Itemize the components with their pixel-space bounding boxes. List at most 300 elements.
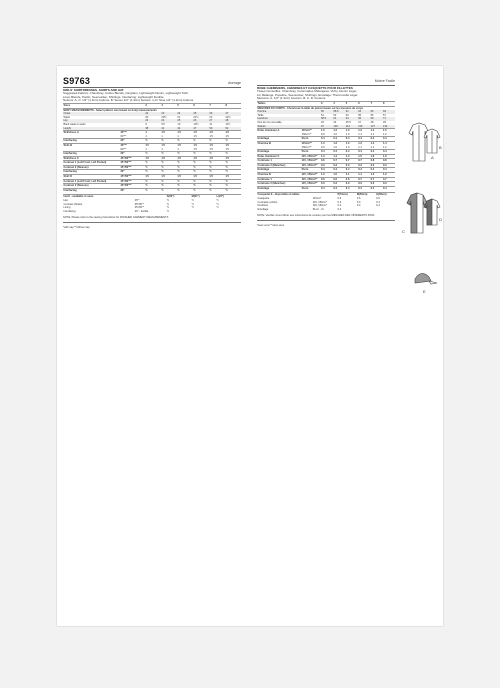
yardage-value: 0.4	[333, 168, 345, 173]
yardage-value: 1½	[177, 143, 193, 147]
yardage-value: ½	[145, 170, 161, 175]
hat-row-value	[216, 210, 241, 214]
fabrics-line-2: Linen Blends, Poplin, Seersucker, Shirtings. Interfacing: Lightweight Fusible.	[63, 94, 165, 99]
size-table	[257, 101, 395, 190]
hat-row-value: 0.4	[376, 200, 380, 204]
yardage-value: 0.4	[358, 137, 370, 142]
yardage-value: 1.4	[345, 154, 357, 159]
yardage-value: ½	[225, 165, 241, 170]
divider	[63, 222, 241, 223]
yardage-value: ½	[177, 179, 193, 184]
hat-row-label: Hat	[63, 199, 68, 203]
yardage-value: ½	[225, 188, 241, 192]
measurement-value: 26	[209, 112, 225, 116]
yardage-value: ½	[193, 152, 209, 157]
measurement-value: 104	[333, 125, 345, 129]
measurement-value: 69	[370, 117, 382, 121]
measurement-value: 28	[225, 119, 241, 123]
view-label-c: C	[402, 229, 405, 234]
yardage-value: ½	[161, 184, 177, 189]
yardage-value: 1½	[161, 143, 177, 147]
yardage-value: 1½	[145, 156, 161, 161]
hat-row-value: ½	[216, 206, 219, 210]
yardage-value: 1½	[209, 131, 225, 135]
yardage-value: 0.3	[333, 182, 345, 187]
measurement-label: Taille	[257, 113, 264, 117]
measurement-value: 24	[177, 112, 193, 116]
yardage-value: 0.4	[370, 137, 382, 142]
measurement-label: Hanches	[257, 117, 301, 121]
hat-row-label: Doublure	[257, 204, 269, 208]
fabric-width: 51cm	[301, 150, 320, 155]
hat-e-sketch	[415, 273, 437, 284]
yardage-value: 1½	[225, 143, 241, 147]
yardage-value: 1	[161, 134, 163, 138]
yardage-value: ½	[177, 188, 193, 192]
view-label: Chemise D	[257, 173, 301, 178]
view-label-b: B	[439, 145, 442, 150]
yardage-value: 0.3	[370, 182, 382, 187]
size-cell: 5	[345, 101, 357, 106]
yardage-value: ½	[177, 165, 193, 170]
yardage-value: 1.0	[345, 145, 350, 149]
yardage-value: 0.4	[370, 168, 382, 173]
yardage-value: 0.7	[383, 177, 395, 182]
yardage-value: 0.3	[358, 182, 370, 187]
measurement-value: 55	[358, 113, 362, 117]
hat-row-width: 45"/60"*	[134, 202, 145, 206]
yardage-value: ½	[193, 165, 209, 170]
yardage-value: ½	[225, 179, 241, 184]
yardage-value: 1.1	[358, 173, 370, 178]
yardage-value: 0.4	[333, 137, 345, 142]
view-illustrations	[401, 121, 441, 311]
yardage-value: ½	[209, 139, 225, 144]
yardage-value: 1½	[193, 175, 209, 180]
measurement-value: 119	[358, 125, 370, 129]
yardage-value: ½	[193, 179, 209, 184]
yardage-value: 1½	[209, 147, 214, 151]
measurement-value: 44	[177, 127, 193, 131]
view-label: Interfacing	[63, 152, 120, 157]
view-label: Robe chemisier C	[257, 154, 301, 159]
measurement-value: 50	[209, 127, 225, 131]
yardage-value: 1½	[145, 143, 161, 147]
yardage-value: 1½	[225, 147, 230, 151]
yardage-value: 0.3	[383, 182, 395, 187]
sizes-label: Tailles	[257, 101, 301, 106]
measurement-value: 66	[370, 110, 382, 114]
yardage-value: ½	[177, 152, 193, 157]
yardage-value: 1½	[161, 156, 177, 161]
hat-row-label: Casquette	[257, 197, 270, 201]
hat-row	[257, 208, 395, 212]
yardage-value: 1.3	[320, 141, 332, 145]
measurement-value: 11	[209, 122, 213, 126]
measurement-value: 52	[225, 127, 241, 131]
yardage-value: ½	[193, 188, 209, 192]
yardage-value: 1½	[161, 131, 177, 135]
yardage-value: 1½	[193, 147, 198, 151]
yardage-value: ½	[209, 161, 225, 166]
hat-row-value: ½	[191, 199, 194, 203]
yardage-value: 0.7	[333, 159, 345, 164]
measurement-value: 71	[383, 117, 395, 121]
yardage-value: 0.3	[320, 182, 332, 187]
fabric-width: 45"/60"**	[120, 161, 145, 166]
measurement-value: 21½	[193, 115, 199, 119]
view-label: Contraste 2 (Manches)	[257, 182, 301, 187]
hat-row-value: ½	[191, 202, 194, 206]
yardage-value: 1.3	[333, 129, 345, 133]
yardage-value: 0.4	[320, 186, 332, 190]
hat-row-value: ½	[166, 206, 169, 210]
yardage-value: ½	[145, 161, 161, 166]
hat-row-label: Contrast (Sides)	[63, 202, 83, 206]
size-cell: 4	[161, 103, 177, 108]
measurement-value: 20	[145, 115, 149, 119]
hat-size: M(21")	[191, 195, 216, 199]
hat-row-value: ½	[166, 209, 169, 213]
yardage-tables	[63, 103, 241, 213]
yardage-value: 0.3	[383, 163, 395, 168]
fabric-width: 20"	[120, 139, 145, 144]
yardage-value: 0.4	[383, 137, 395, 142]
hat-row-value: ½	[216, 202, 219, 206]
yardage-value: 0.3	[370, 163, 382, 168]
fabric-width: 115, 150cm**	[301, 163, 320, 168]
hat-row-width: 51cm - th.	[312, 207, 325, 211]
view-label: Contraste 1	[257, 177, 301, 182]
measurement-value: 64	[358, 110, 370, 114]
hat-row-width: 45"*	[134, 199, 140, 203]
finished-measurements-note: NOTE: Please refer to the sewing instructions for FINISHED GARMENT MEASUREMENTS	[63, 216, 169, 220]
hat-title: Casquette E - disponible en tailles	[257, 193, 337, 197]
hat-row-value: ½	[216, 199, 219, 203]
fabric-width: 60"**	[120, 147, 127, 151]
yardage-value: ½	[225, 139, 241, 144]
fabric-width: 51cm	[301, 186, 320, 190]
measurement-value: 53	[345, 113, 349, 117]
measurement-value: 27	[225, 112, 241, 116]
yardage-value: 0.4	[320, 150, 332, 155]
yardage-value: 1.3	[320, 154, 332, 159]
yardage-value: ½	[161, 179, 177, 184]
yardage-row	[257, 186, 395, 190]
yardage-value: 1	[145, 134, 147, 138]
hat-row-value: 0.4	[376, 204, 380, 208]
yardage-value: 1½	[209, 134, 214, 138]
yardage-value: 1½	[177, 175, 193, 180]
measurement-value: 52	[333, 113, 337, 117]
yardage-value: 0.4	[320, 168, 332, 173]
view-label: Shirt B	[63, 143, 120, 147]
body-measurements-title: BODY MEASUREMENTS - Select pattern size based on body measurements	[63, 108, 241, 112]
size-cell: 3	[145, 103, 161, 108]
hat-row	[63, 210, 241, 214]
notions-line: Notions: A, C: 1/2" (1.3cm) buttons. B: Seven 1/2" (1.3cm) buttons. C,D: Nine 1/2" (1.3cm) buttons.	[63, 98, 194, 103]
measurement-value: 23	[161, 112, 177, 116]
finished-measurements-note-fr: NOTE: Veuillez vous référer aux instructions de couture pour les MESURES DES VÊTEMENTS FINIS	[257, 214, 375, 218]
yardage-value: 1.1	[345, 173, 357, 178]
yardage-value: ½	[193, 139, 209, 144]
yardage-value: 1½	[225, 156, 241, 161]
yardage-value: 1½	[145, 175, 161, 180]
yardage-value: 1½	[161, 175, 177, 180]
yardage-value: 0.7	[345, 159, 357, 164]
yardage-value: 1.2	[383, 132, 387, 136]
yardage-value: 1.3	[345, 129, 357, 133]
fabric-width: 20"	[120, 152, 145, 157]
hat-table	[63, 194, 241, 213]
garment-sketches	[401, 121, 441, 311]
french-column	[257, 80, 395, 228]
measurement-value: 24	[161, 119, 177, 123]
yardage-value: 1	[145, 131, 161, 135]
yardage-value: 1.4	[383, 141, 395, 145]
yardage-value: 1½	[209, 156, 225, 161]
measurement-value: 61	[333, 117, 345, 121]
yardage-value: 1.0	[333, 173, 345, 178]
size-table	[63, 103, 241, 192]
yardage-value: ½	[209, 170, 225, 175]
yardage-value: 1½	[177, 156, 193, 161]
shirtdress-a-sketch	[409, 123, 429, 161]
fabric-width: 51cm	[301, 168, 320, 173]
pattern-number: S9763	[63, 76, 91, 86]
measurement-label: Stature	[257, 125, 301, 129]
measurement-value: 56	[370, 113, 374, 117]
yardage-value: 0.3	[345, 163, 357, 168]
fabrics-line-1: Suggested Fabrics: Chambray, Cotton Blends, Gingham, Lightweight Denim, Lightweight Twill,	[63, 91, 189, 96]
view-label: Contraste 1	[257, 159, 301, 164]
yardage-value: 1.0	[320, 173, 332, 178]
fabric-width: 45"/60"**	[120, 165, 145, 170]
yardage-value: 0.4	[333, 150, 345, 155]
measurement-label: Dos du cou à la taille	[257, 120, 282, 124]
hat-row-value: 0.6	[356, 197, 361, 201]
yardage-value: 0.8	[383, 159, 395, 164]
yardage-value: 0.4	[345, 186, 357, 190]
yardage-value: ½	[177, 139, 193, 144]
measurement-value: 20½	[161, 115, 167, 119]
hat-row-value: 0.6	[337, 197, 342, 201]
yardage-value: 1.5	[383, 129, 395, 133]
yardage-value: ½	[145, 188, 161, 192]
measurement-value: 10	[177, 122, 181, 126]
view-label: Contraste 2 (Manches)	[257, 163, 301, 168]
yardage-value: 0.4	[345, 168, 357, 173]
measurement-value: 64	[345, 117, 357, 121]
fabric-width: 150cm**	[301, 145, 312, 149]
yardage-value: 1½	[193, 131, 209, 135]
fabric-width: 20"	[120, 170, 145, 175]
yardage-value: ½	[209, 152, 225, 157]
yardage-value: ½	[145, 139, 161, 144]
yardage-value: 1.2	[383, 173, 395, 178]
yardage-value: 1.6	[383, 154, 395, 159]
fabric-width: 45"**	[120, 131, 145, 135]
hat-row-value	[191, 210, 216, 214]
yardage-value: ½	[177, 184, 193, 189]
measurement-value: 127	[370, 125, 382, 129]
hat-row-value: 0.4	[337, 200, 342, 204]
yardage-value: ½	[145, 152, 161, 157]
view-label-a: A	[431, 155, 434, 160]
view-label: Entoilage	[257, 168, 301, 173]
yardage-value: 0.6	[320, 177, 332, 182]
yardage-value: ½	[209, 184, 225, 189]
yardage-value: 1.1	[358, 145, 362, 149]
yardage-value: 1.0	[345, 132, 350, 136]
fabric-width: 115, 150cm**	[301, 177, 320, 182]
fabric-width: 60"**	[120, 134, 127, 138]
yardage-value: 0.4	[370, 186, 382, 190]
yardage-value: ½	[145, 165, 161, 170]
yardage-value: 1.5	[358, 154, 370, 159]
yardage-value: 0.6	[345, 177, 357, 182]
yardage-value: 1.4	[370, 129, 382, 133]
fabric-width: 115cm**	[301, 129, 320, 133]
size-cell: 4	[333, 101, 345, 106]
yardage-value: 0.4	[370, 150, 382, 155]
hat-row-label: Lining	[63, 206, 71, 210]
measurement-value: 23	[320, 120, 324, 124]
yardage-value: ½	[177, 170, 193, 175]
pattern-envelope-back	[57, 66, 443, 626]
yardage-value: 1½	[209, 175, 225, 180]
measurement-label: Waist	[63, 115, 70, 119]
measurement-value: 25.5	[345, 120, 351, 124]
measurement-value: 22½	[225, 115, 231, 119]
view-label: Entoilage	[257, 137, 301, 142]
fabric-width: 45"/60"**	[120, 179, 145, 184]
fabric-width: 45"**	[120, 143, 145, 147]
yardage-value: 1½	[225, 131, 241, 135]
hat-size: G(56cm)	[376, 193, 395, 197]
pattern-title-fr: ROBE CHEMISIERS, CHEMISES ET CASQUETTE POUR FILLETTES	[257, 85, 353, 90]
measurement-value: 25	[177, 119, 193, 123]
measurement-value: 56	[320, 110, 332, 114]
yardage-value: 1.2	[383, 145, 387, 149]
measurement-value: 112	[345, 125, 357, 129]
yardage-value: 1½	[177, 131, 193, 135]
yardage-value: 1.1	[370, 145, 375, 149]
yardage-value: ½	[209, 179, 225, 184]
view-label-d: D	[439, 217, 442, 222]
yardage-value: 1½	[193, 134, 198, 138]
yardage-value: 0.4	[383, 150, 395, 155]
nap-footnote: *with nap **without nap	[63, 226, 90, 229]
yardage-value: ½	[225, 170, 241, 175]
measurement-label: Chest	[63, 112, 120, 116]
shirtdress-c-sketch	[407, 193, 427, 233]
hat-size: S(20")	[166, 195, 191, 199]
yardage-value: ½	[209, 165, 225, 170]
yardage-value: 1½	[193, 143, 209, 147]
size-cell: 7	[209, 103, 225, 108]
yardage-value: 1.2	[370, 173, 382, 178]
measurement-value: 28	[370, 120, 374, 124]
yardage-value: 0.7	[358, 177, 370, 182]
hat-row-value: 0.4	[337, 204, 342, 208]
hat-row-value	[376, 208, 395, 212]
shirt-d-sketch	[424, 199, 440, 225]
hat-size: P(51cm)	[337, 193, 356, 197]
yardage-value: 1.3	[333, 141, 345, 145]
fabric-width: 150cm**	[301, 132, 312, 136]
measurement-value: 66	[358, 117, 370, 121]
yardage-value: 1½	[209, 143, 225, 147]
hat-row-width: 115, 150cm*	[312, 200, 328, 204]
yardage-value: 1	[145, 147, 147, 151]
measurement-value: 21	[177, 115, 181, 119]
yardage-value: 0.7	[370, 177, 382, 182]
yardage-value: 0.3	[345, 182, 357, 187]
yardage-value: 0.3	[358, 163, 370, 168]
hat-row-value: ½	[191, 206, 194, 210]
measurement-value: 24	[333, 120, 337, 124]
view-label: Interfacing	[63, 139, 120, 144]
hat-row-width: 20" - fusible	[134, 209, 149, 213]
size-cell: 3	[320, 101, 332, 106]
yardage-value: 0.6	[333, 177, 345, 182]
yardage-value: 0.4	[358, 186, 370, 190]
notions-line-fr: Mercerie: A: 1/2" (1.3cm) boutons. B, C, D: boutons.	[257, 96, 327, 101]
hat-title: Hat E - available in sizes	[63, 195, 166, 199]
fabric-width: 45"/60"**	[120, 156, 145, 161]
yardage-value: 0.4	[345, 137, 357, 142]
yardage-value: 1.0	[320, 129, 332, 133]
nap-footnote-fr: *avec sens **sans sens	[257, 224, 285, 227]
yardage-value: ½	[177, 161, 193, 166]
size-cell: 8	[225, 103, 241, 108]
hat-row-width: 115cm*	[312, 197, 322, 201]
hat-row-width: 45"/60"*	[134, 206, 145, 210]
yardage-value: ½	[161, 161, 177, 166]
measurement-value: 38	[145, 127, 161, 131]
yardage-value: ½	[145, 184, 161, 189]
yardage-value: 1	[177, 147, 179, 151]
yardage-value: ½	[193, 184, 209, 189]
shirt-b-sketch	[424, 129, 440, 153]
yardage-value: ½	[225, 184, 241, 189]
fabric-width: 45"/60"**	[120, 184, 145, 189]
hat-row-value: 0.6	[376, 197, 380, 201]
yardage-value: 0.4	[358, 168, 370, 173]
yardage-value: 0.3	[333, 163, 345, 168]
yardage-value: 0.4	[320, 137, 332, 142]
yardage-value: 1.0	[333, 145, 337, 149]
yardage-value: 1½	[225, 134, 230, 138]
measurement-value: 51	[320, 113, 324, 117]
yardage-value: ½	[193, 170, 209, 175]
yardage-value: 1.6	[370, 154, 382, 159]
measurement-value: 9½	[161, 122, 165, 126]
measurement-value: 27	[209, 119, 225, 123]
fabric-width: 45"/60"**	[120, 175, 145, 180]
measurement-label: Height	[63, 127, 120, 131]
fabrics-line-fr-2: Lin Mélangé, Popeline, Seersucker, Shirtings. Entoilage: Thermocollé Léger.	[257, 92, 359, 97]
yardage-value: 1.4	[370, 141, 382, 145]
yardage-value: 0.8	[370, 159, 382, 164]
difficulty-tag: Average	[228, 81, 241, 85]
yardage-value: 1	[161, 147, 163, 151]
hat-row-label: Interfacing	[63, 209, 76, 213]
yardage-value: 0.9	[320, 132, 325, 136]
view-label: Shirt D	[63, 175, 120, 180]
yardage-value: ½	[161, 170, 177, 175]
